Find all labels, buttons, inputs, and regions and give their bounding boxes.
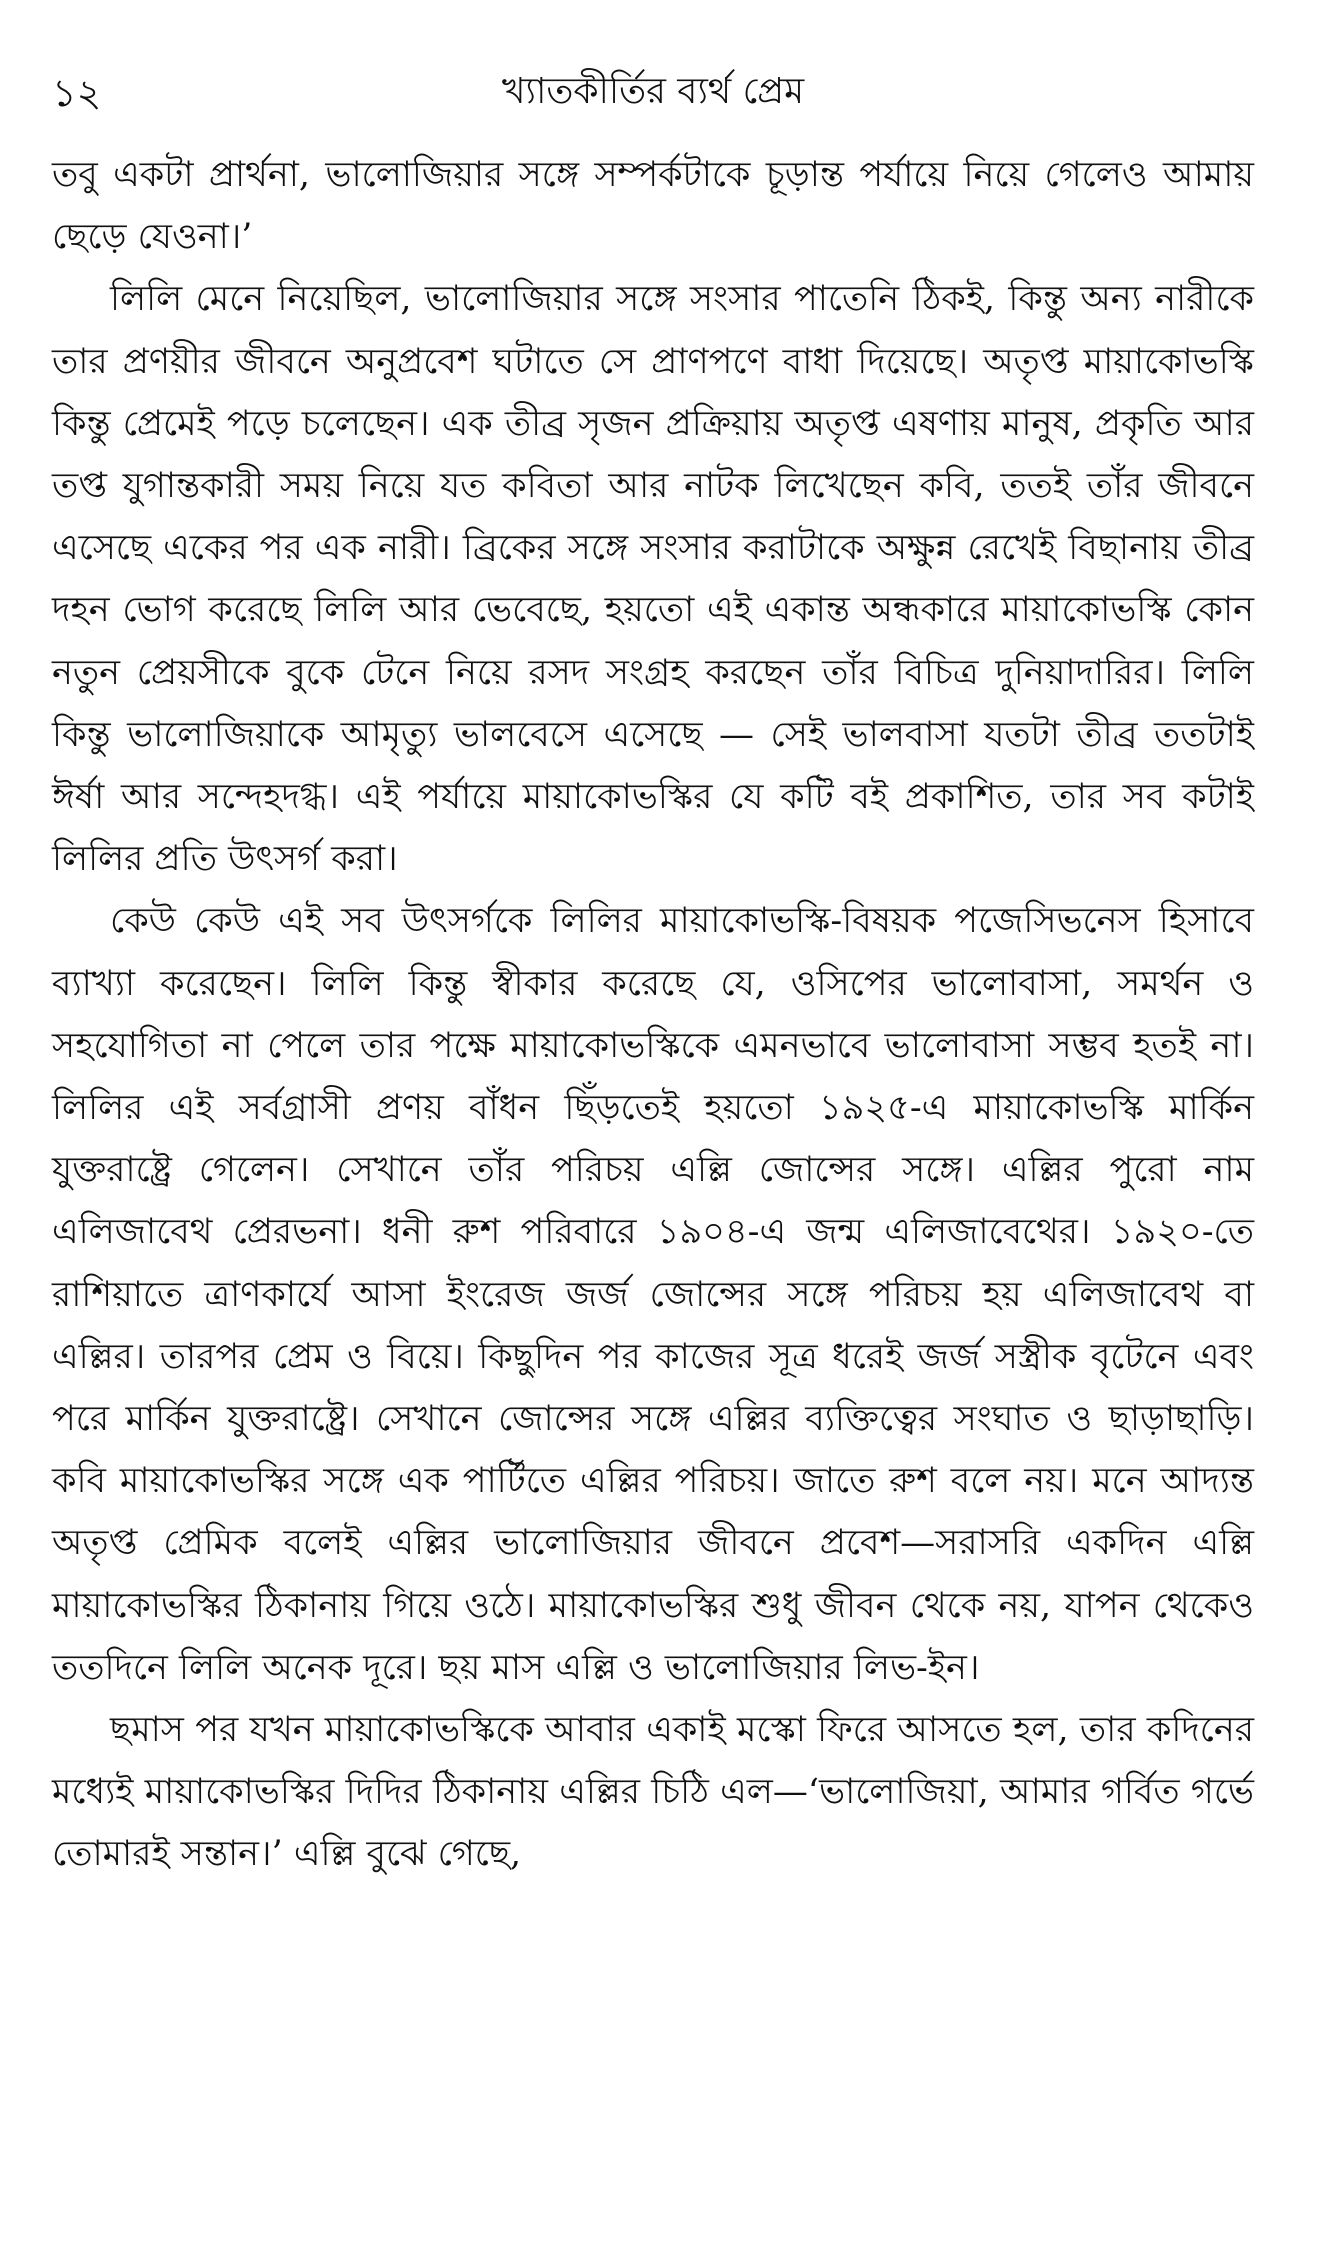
paragraph: ছমাস পর যখন মায়াকোভস্কিকে আবার একাই মস্কো ফিরে আসতে হল, তার কদিনের মধ্যেই মায়াকোভস্কির দিদির ঠিকানায় এল্লির চিঠি এল—‘ভালোজিয়া, আমার গর্বিত গর্ভে তোমারই সন্তান।’ এল্লি বুঝে গেছে, bbox=[52, 1710, 1254, 1875]
paragraph: কেউ কেউ এই সব উৎসর্গকে লিলির মায়াকোভস্কি-বিষয়ক পজেসিভনেস হিসাবে ব্যাখ্যা করেছেন। লিলি কিন্তু স্বীকার করেছে যে, ওসিপের ভালোবাসা, সমর্থন ও সহযোগিতা না পেলে তার পক্ষে মায়াকোভস্কিকে এমনভাবে ভালোবাসা সম্ভব হতই না। লিলির এই সর্বগ্রাসী প্রণয় বাঁধন ছিঁড়তেই হয়তো ১৯২৫-এ মায়াকোভস্কি মার্কিন যুক্তরাষ্ট্রে গেলেন। সেখানে তাঁর পরিচয় এল্লি জোন্সের সঙ্গে। এল্লির পুরো নাম এলিজাবেথ প্রেরভনা। ধনী রুশ পরিবারে ১৯০৪-এ জন্ম এলিজাবেথের। ১৯২০-তে রাশিয়াতে ত্রাণকার্যে আসা ইংরেজ জর্জ জোন্সের সঙ্গে পরিচয় হয় এলিজাবেথ বা এল্লির। তারপর প্রেম ও বিয়ে। কিছুদিন পর কাজের সূত্র ধরেই জর্জ সস্ত্রীক বৃটেনে এবং পরে মার্কিন যুক্তরাষ্ট্রে। সেখানে জোন্সের সঙ্গে এল্লির ব্যক্তিত্বের সংঘাত ও ছাড়াছাড়ি। কবি মায়াকোভস্কির সঙ্গে এক পার্টিতে এল্লির পরিচয়। জাতে রুশ বলে নয়। মনে আদ্যন্ত অতৃপ্ত প্রেমিক বলেই এল্লির ভালোজিয়ার জীবনে প্রবেশ—সরাসরি একদিন এল্লি মায়াকোভস্কির ঠিকানায় গিয়ে ওঠে। মায়াকোভস্কির শুধু জীবন থেকে নয়, যাপন থেকেও ততদিনে লিলি অনেক দূরে। ছয় মাস এল্লি ও ভালোজিয়ার লিভ-ইন। bbox=[52, 901, 1254, 1688]
paragraph: লিলি মেনে নিয়েছিল, ভালোজিয়ার সঙ্গে সংসার পাতেনি ঠিকই, কিন্তু অন্য নারীকে তার প্রণয়ীর জীবনে অনুপ্রবেশ ঘটাতে সে প্রাণপণে বাধা দিয়েছে। অতৃপ্ত মায়াকোভস্কি কিন্তু প্রেমেই পড়ে চলেছেন। এক তীব্র সৃজন প্রক্রিয়ায় অতৃপ্ত এষণায় মানুষ, প্রকৃতি আর তপ্ত যুগান্তকারী সময় নিয়ে যত কবিতা আর নাটক লিখেছেন কবি, ততই তাঁর জীবনে এসেছে একের পর এক নারী। ব্রিকের সঙ্গে সংসার করাটাকে অক্ষুন্ন রেখেই বিছানায় তীব্র দহন ভোগ করেছে লিলি আর ভেবেছে, হয়তো এই একান্ত অন্ধকারে মায়াকোভস্কি কোন নতুন প্রেয়সীকে বুকে টেনে নিয়ে রসদ সংগ্রহ করছেন তাঁর বিচিত্র দুনিয়াদারির। লিলি কিন্তু ভালোজিয়াকে আমৃত্যু ভালবেসে এসেছে — সেই ভালবাসা যতটা তীব্র ততটাই ঈর্ষা আর সন্দেহদগ্ধ। এই পর্যায়ে মায়াকোভস্কির যে কটি বই প্রকাশিত, তার সব কটাই লিলির প্রতি উৎসর্গ করা। bbox=[52, 279, 1254, 880]
book-title: খ্যাতকীর্তির ব্যর্থ প্রেম bbox=[501, 71, 805, 112]
body-text bbox=[52, 144, 1254, 1886]
page-number: ১২ bbox=[52, 71, 102, 115]
running-header bbox=[52, 60, 1254, 130]
paragraph-continuation: তবু একটা প্রার্থনা, ভালোজিয়ার সঙ্গে সম্পর্কটাকে চূড়ান্ত পর্যায়ে নিয়ে গেলেও আমায় ছেড়ে যেওনা।’ bbox=[52, 155, 1254, 258]
